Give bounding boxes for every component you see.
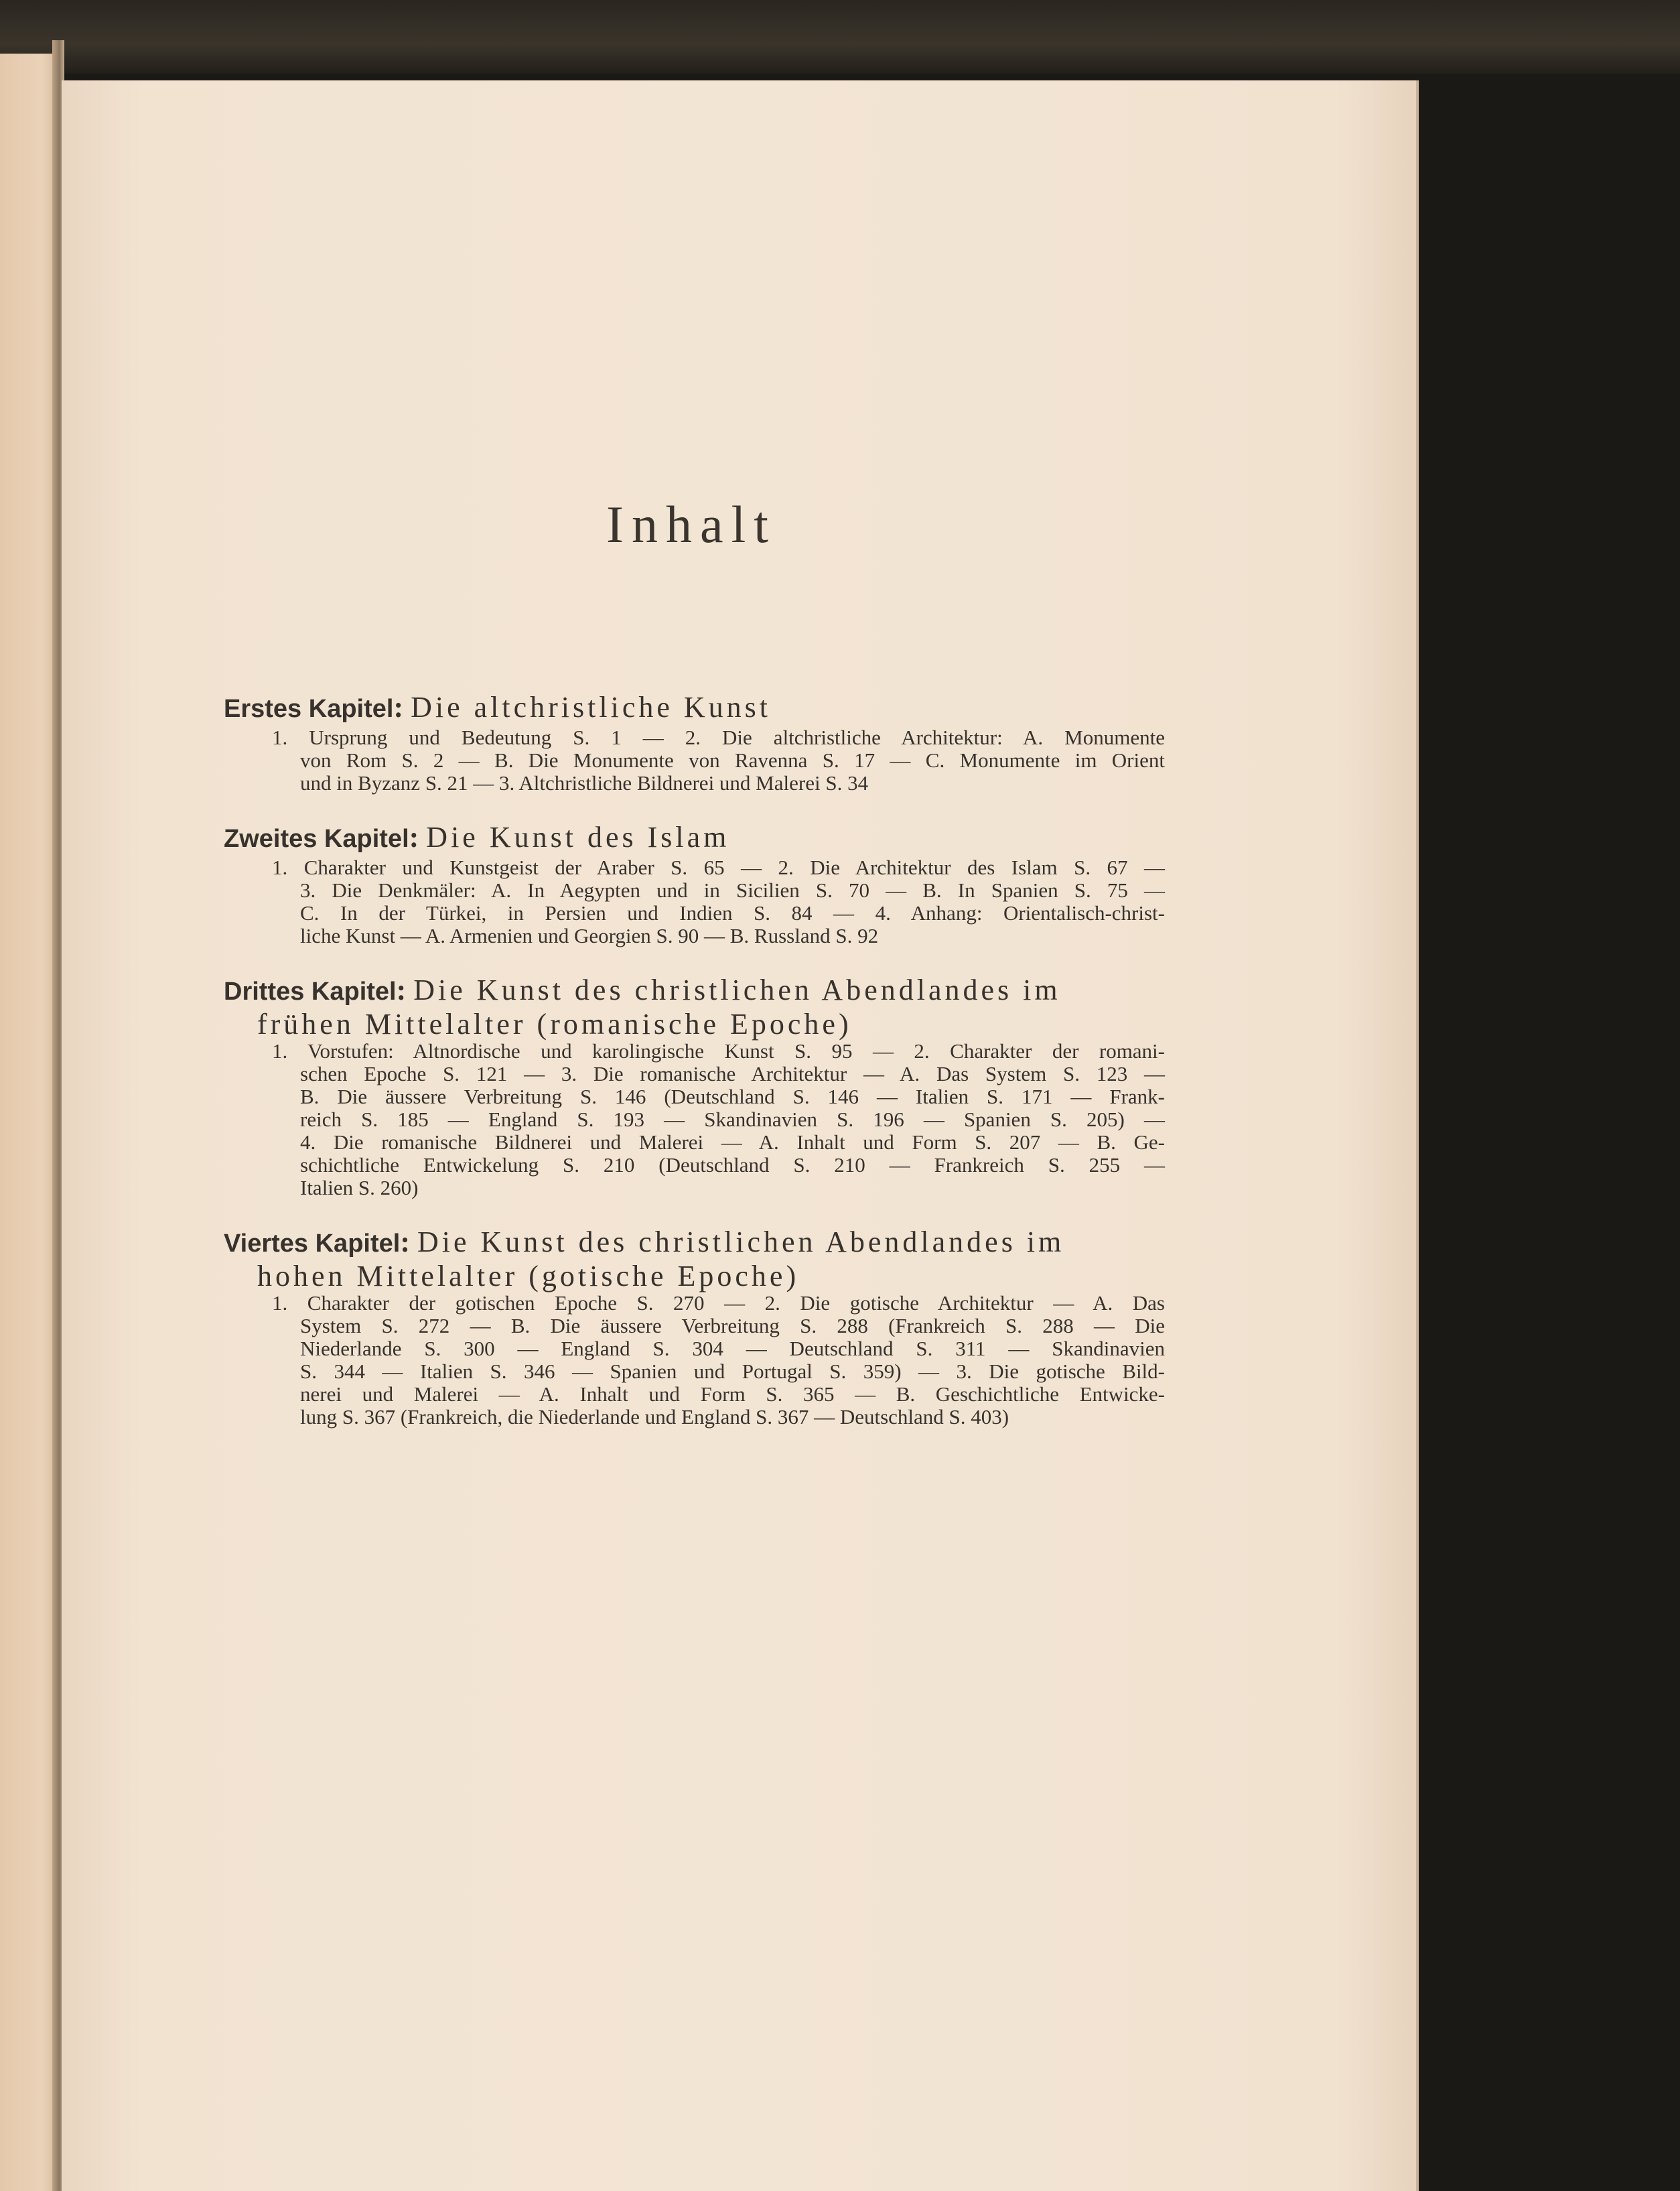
chapter-title-continuation: hohen Mittelalter (gotische Epoche) (257, 1260, 800, 1292)
chapter-label: Drittes Kapitel (224, 978, 397, 1006)
chapter-entry (272, 726, 1165, 795)
entry-line: 1. Vorstufen: Altnordische und karolingische Kunst S. 95 — 2. Charakter der romani- (272, 1039, 1165, 1063)
entry-line: Italien S. 260) (300, 1176, 419, 1199)
entry-line: 1. Charakter und Kunstgeist der Araber S. 65 — 2. Die Architektur des Islam S. 67 — (272, 856, 1165, 879)
entry-line: von Rom S. 2 — B. Die Monumente von Ravenna S. 17 — C. Monumente im Orient (300, 748, 1165, 772)
entry-line: 1. Charakter der gotischen Epoche S. 270 — 2. Die gotische Architektur — A. Das (272, 1291, 1165, 1315)
chapter-entry (272, 1040, 1165, 1199)
entry-line: C. In der Türkei, in Persien und Indien S. 84 — 4. Anhang: Orientalisch-christ- (300, 901, 1165, 925)
chapter-3 (224, 973, 1165, 1199)
chapter-heading: Zweites Kapitel: Die Kunst des Islam (224, 821, 730, 854)
left-page-edge (0, 54, 60, 2191)
chapter-title: Die Kunst des christlichen Abendlandes im (413, 974, 1061, 1006)
book-spine-edge (0, 0, 1680, 74)
page-title: Inhalt (606, 495, 776, 553)
chapter-heading: Drittes Kapitel: Die Kunst des christlichen Abendlandes im (224, 974, 1061, 1006)
table-of-contents (224, 690, 1165, 1454)
chapter-label: Erstes Kapitel (224, 695, 394, 723)
chapter-title: Die Kunst des Islam (426, 821, 730, 854)
chapter-label: Zweites Kapitel (224, 825, 409, 853)
entry-line: und in Byzanz S. 21 — 3. Altchristliche Bildnerei und Malerei S. 34 (300, 771, 869, 795)
entry-line: B. Die äussere Verbreitung S. 146 (Deutschland S. 146 — Italien S. 171 — Frank- (300, 1085, 1165, 1108)
book-page (62, 80, 1419, 2191)
chapter-title: Die altchristliche Kunst (411, 691, 772, 724)
chapter-1 (224, 690, 1165, 795)
chapter-title: Die Kunst des christlichen Abendlandes im (417, 1225, 1065, 1258)
entry-line: S. 344 — Italien S. 346 — Spanien und Portugal S. 359) — 3. Die gotische Bild- (300, 1359, 1165, 1383)
chapter-heading: Erstes Kapitel: Die altchristliche Kunst (224, 691, 772, 724)
entry-line: nerei und Malerei — A. Inhalt und Form S. 365 — B. Geschichtliche Entwicke- (300, 1382, 1165, 1406)
entry-line: 4. Die romanische Bildnerei und Malerei — A. Inhalt und Form S. 207 — B. Ge- (300, 1130, 1165, 1154)
chapter-title-continuation: frühen Mittelalter (romanische Epoche) (257, 1008, 852, 1041)
entry-line: schen Epoche S. 121 — 3. Die romanische Architektur — A. Das System S. 123 — (300, 1062, 1165, 1085)
chapter-heading: Viertes Kapitel: Die Kunst des christlichen Abendlandes im (224, 1225, 1065, 1258)
chapter-entry (272, 856, 1165, 947)
entry-line: schichtliche Entwickelung S. 210 (Deutschland S. 210 — Frankreich S. 255 — (300, 1153, 1165, 1177)
entry-line: 1. Ursprung und Bedeutung S. 1 — 2. Die altchristliche Architektur: A. Monumente (272, 726, 1165, 749)
entry-line: Niederlande S. 300 — England S. 304 — Deutschland S. 311 — Skandinavien (300, 1337, 1165, 1360)
entry-line: System S. 272 — B. Die äussere Verbreitung S. 288 (Frankreich S. 288 — Die (300, 1314, 1165, 1337)
entry-line: 3. Die Denkmäler: A. In Aegypten und in Sicilien S. 70 — B. In Spanien S. 75 — (300, 878, 1165, 902)
chapter-4 (224, 1225, 1165, 1429)
chapter-2 (224, 820, 1165, 947)
entry-line: lung S. 367 (Frankreich, die Niederlande und England S. 367 — Deutschland S. 403) (300, 1405, 1009, 1429)
chapter-label: Viertes Kapitel (224, 1230, 401, 1258)
entry-line: reich S. 185 — England S. 193 — Skandinavien S. 196 — Spanien S. 205) — (300, 1108, 1165, 1131)
chapter-entry (272, 1292, 1165, 1429)
entry-line: liche Kunst — A. Armenien und Georgien S. 90 — B. Russland S. 92 (300, 924, 879, 947)
